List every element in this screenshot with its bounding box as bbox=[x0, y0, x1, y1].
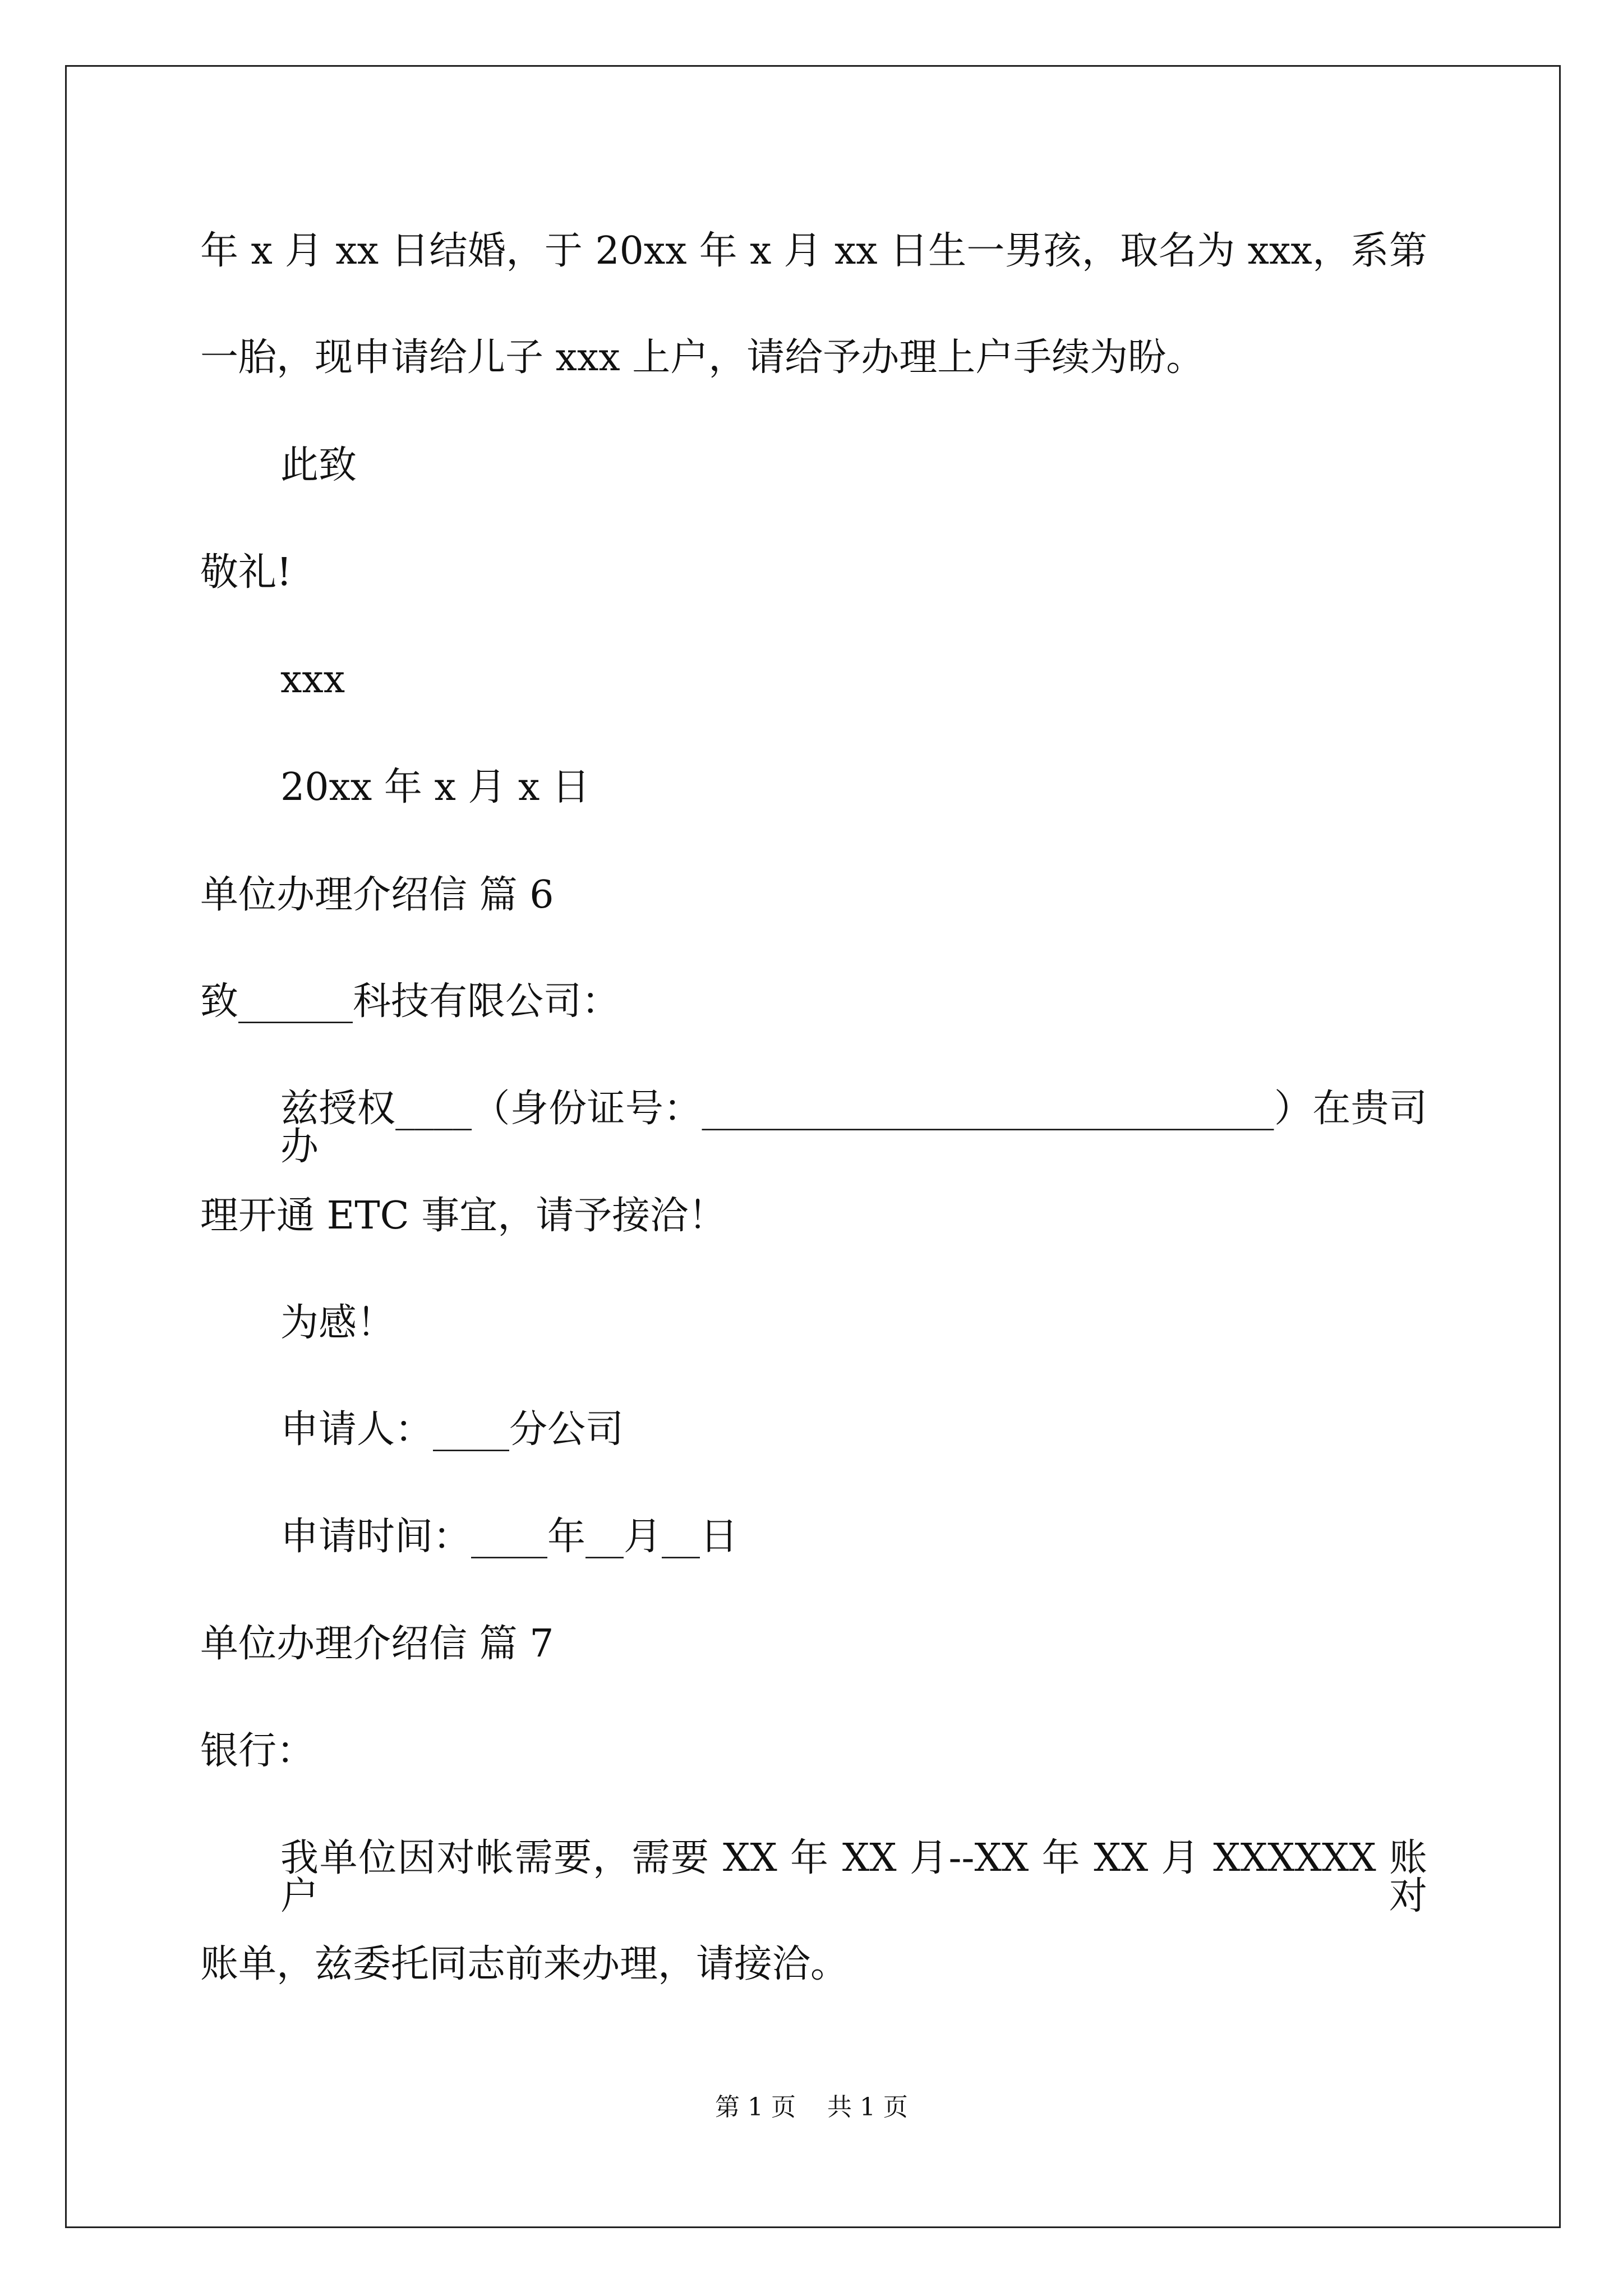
request-line-1: 我单位因对帐需要，需要 XX 年 XX 月--XX 年 XX 月 XXXXXX 账户对 bbox=[280, 1836, 1427, 1918]
application-date-line: 申请时间：____年__月__日 bbox=[280, 1515, 739, 1559]
recipient-line: 致______科技有限公司： bbox=[200, 979, 620, 1024]
bank-recipient-line: 银行： bbox=[200, 1729, 315, 1773]
thanks-line: 为感！ bbox=[280, 1301, 395, 1345]
authorization-line-2: 理开通 ETC 事宜，请予接洽！ bbox=[200, 1194, 727, 1238]
section-heading-7: 单位办理介绍信 篇 7 bbox=[200, 1622, 554, 1666]
body-line-1: 年 x 月 xx 日结婚，于 20xx 年 x 月 xx 日生一男孩，取名为 xxx，系第 bbox=[200, 229, 1427, 273]
section-heading-6: 单位办理介绍信 篇 6 bbox=[200, 873, 554, 917]
closing-line: 此致 bbox=[280, 443, 357, 487]
signature-date: 20xx 年 x 月 x 日 bbox=[280, 765, 591, 809]
authorization-line-1: 兹授权____（身份证号：______________________________）在贵司办 bbox=[280, 1087, 1427, 1169]
request-line-2: 账单，兹委托同志前来办理，请接洽。 bbox=[200, 1942, 849, 1986]
body-line-2: 一胎，现申请给儿子 xxx 上户，请给予办理上户手续为盼。 bbox=[200, 335, 1205, 380]
applicant-line: 申请人：____分公司 bbox=[280, 1407, 624, 1452]
salutation-line: 敬礼! bbox=[200, 550, 292, 595]
signature-name: xxx bbox=[280, 657, 345, 702]
page-number-footer: 第 1 页 共 1 页 bbox=[715, 2093, 908, 2122]
